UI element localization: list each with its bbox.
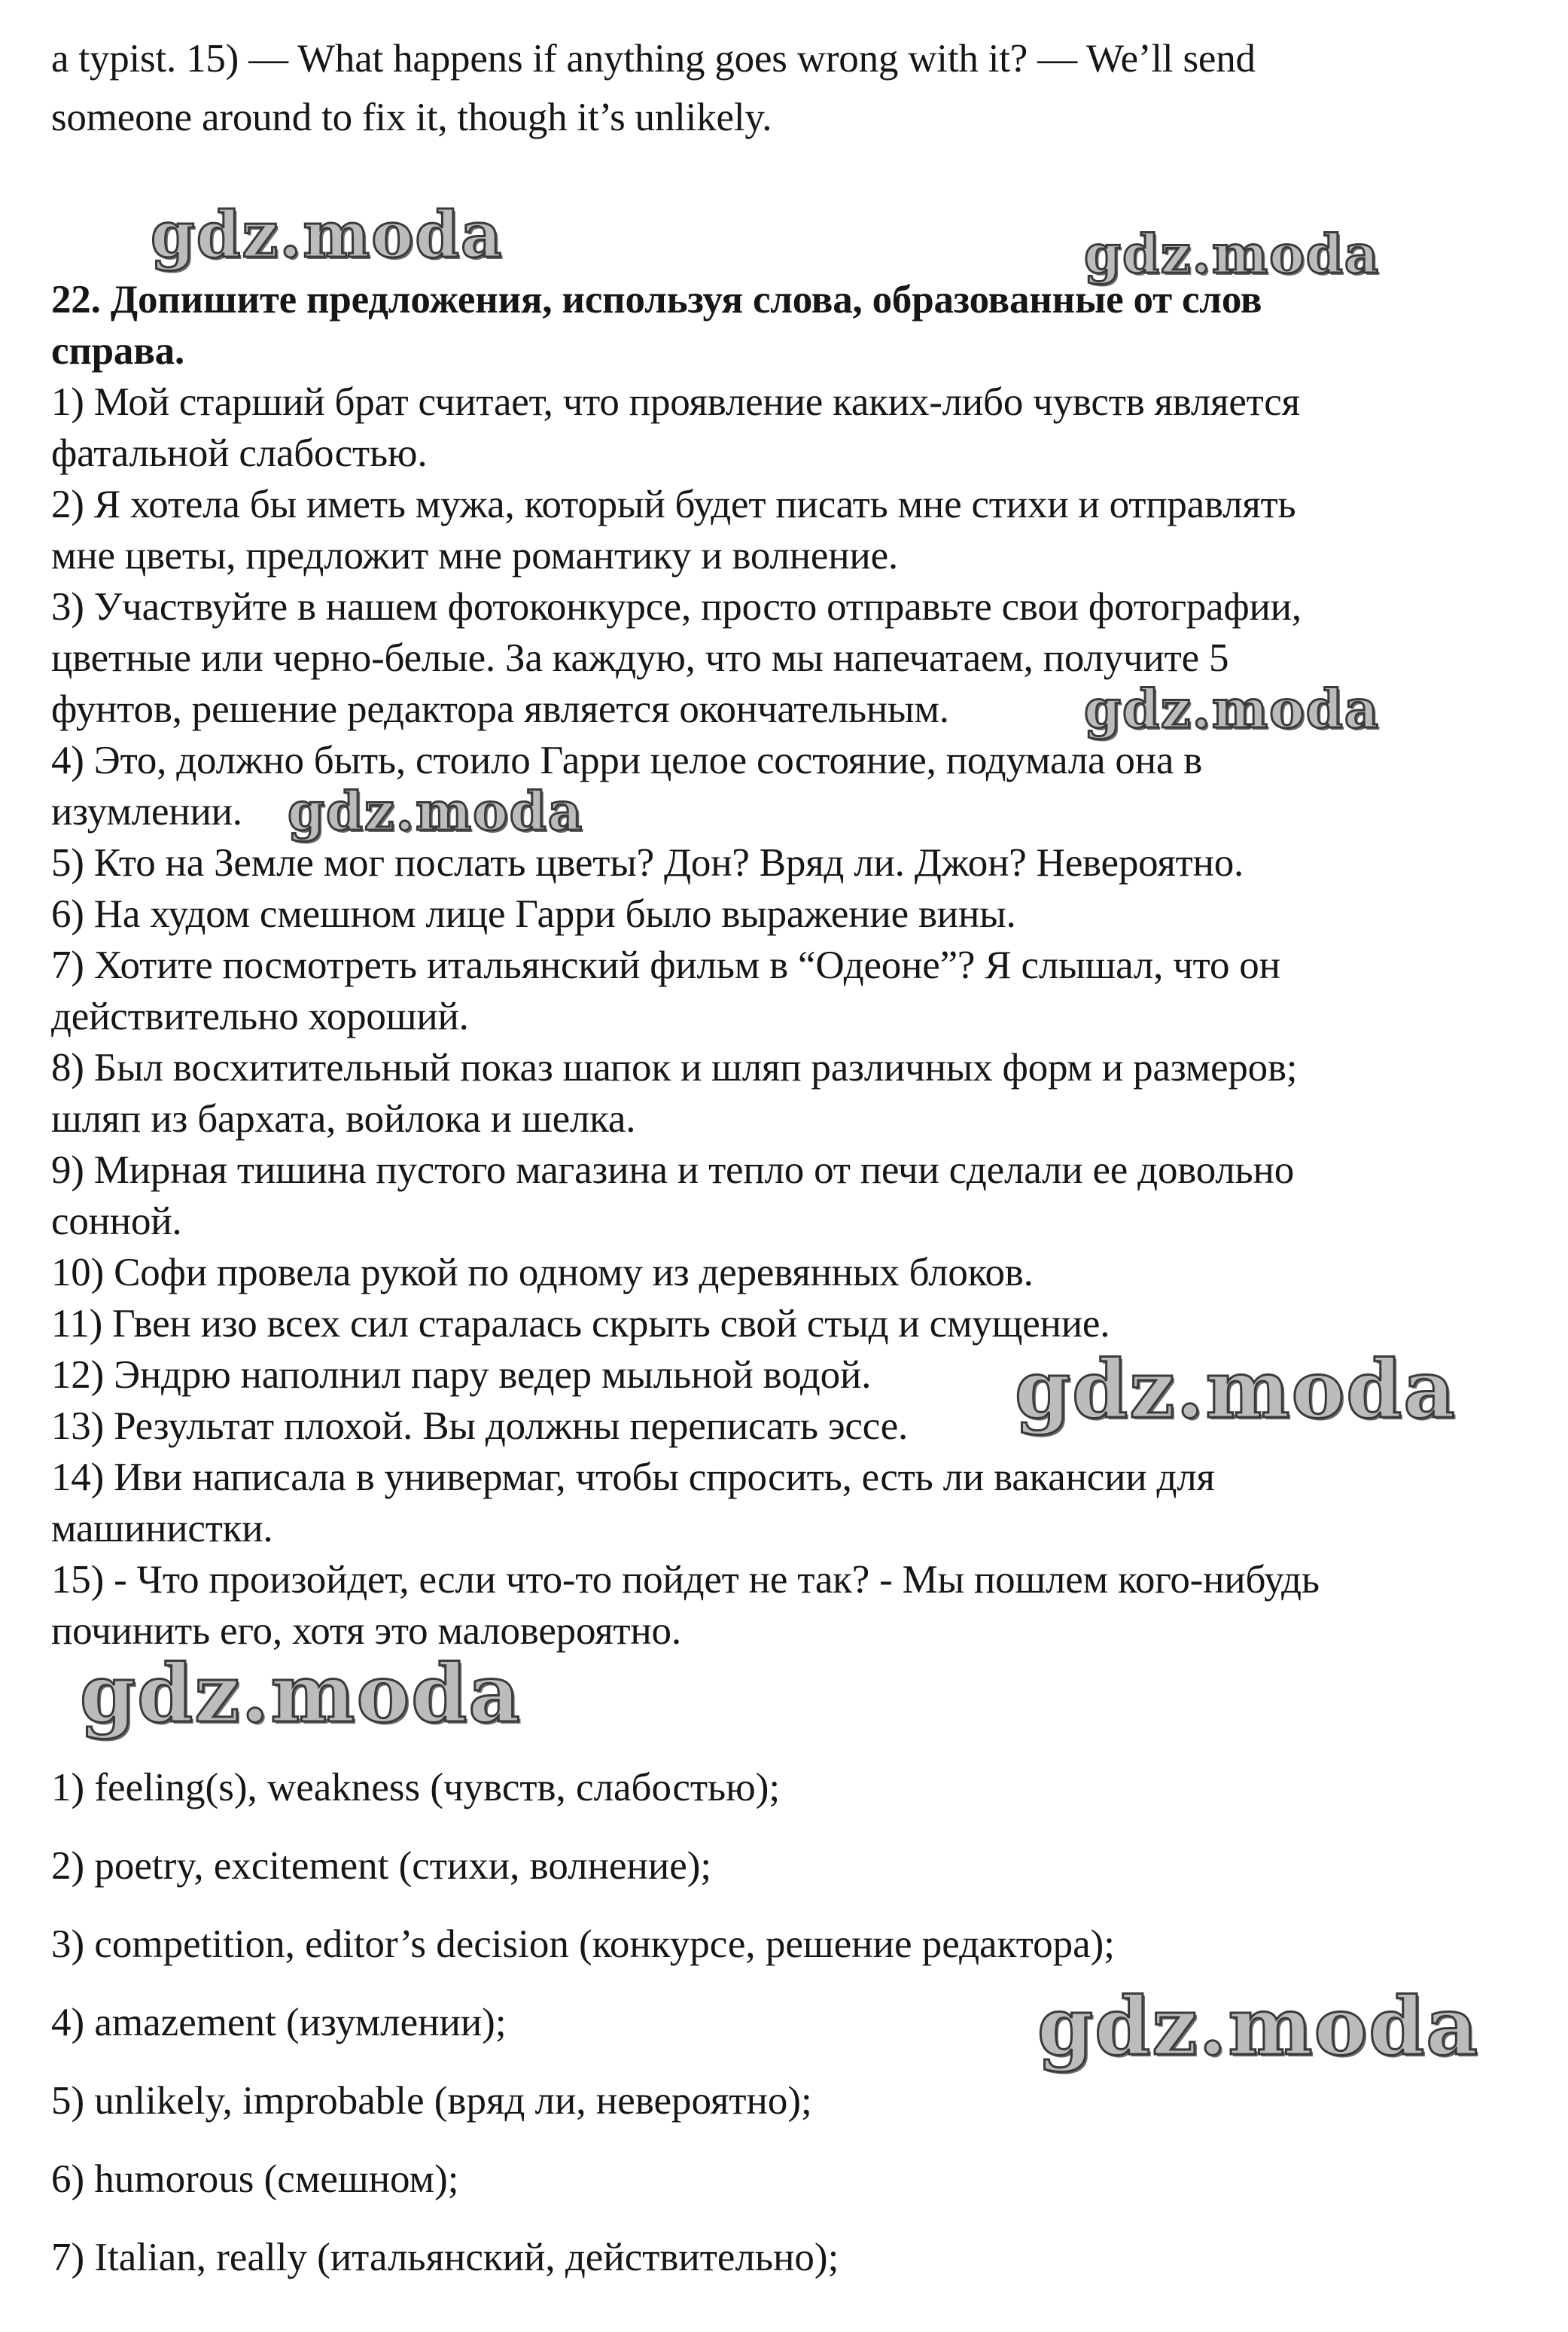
sentence-line: 10) Софи провела рукой по одному из деревянных блоков. <box>51 1251 1034 1294</box>
answer-line: 2) poetry, excitement (стихи, волнение); <box>51 1844 712 1888</box>
watermark-logo: gdz.moda <box>1084 678 1381 740</box>
watermark-logo: gdz.moda <box>1037 1979 1479 2073</box>
answer-line: 3) competition, editor’s decision (конкурсе, решение редактора); <box>51 1922 1115 1966</box>
sentence-line: мне цветы, предложит мне романтику и волнение. <box>51 534 898 578</box>
sentence-line: 3) Участвуйте в нашем фотоконкурсе, просто отправьте свои фотографии, <box>51 585 1302 629</box>
sentence-line: 2) Я хотела бы иметь мужа, который будет писать мне стихи и отправлять <box>51 483 1296 526</box>
sentence-line: 11) Гвен изо всех сил старалась скрыть свой стыд и смущение. <box>51 1302 1110 1346</box>
sentence-line: 6) На худом смешном лице Гарри было выражение вины. <box>51 892 1016 936</box>
sentence-line: действительно хороший. <box>51 995 469 1038</box>
sentence-line: машинистки. <box>51 1507 273 1550</box>
answer-line: 4) amazement (изумлении); <box>51 2001 507 2044</box>
sentence-line: 9) Мирная тишина пустого магазина и тепло от печи сделали ее довольно <box>51 1148 1294 1192</box>
sentence-line: шляп из бархата, войлока и шелка. <box>51 1097 636 1141</box>
answer-line: 5) unlikely, improbable (вряд ли, невероятно); <box>51 2079 812 2123</box>
intro-line: someone around to fix it, though it’s unlikely. <box>51 96 772 139</box>
answer-line: 6) humorous (смешном); <box>51 2157 459 2201</box>
sentence-line: 13) Результат плохой. Вы должны переписать эссе. <box>51 1404 909 1448</box>
sentence-line: сонной. <box>51 1200 182 1243</box>
watermark-logo: gdz.moda <box>288 780 584 843</box>
sentence-line: 7) Хотите посмотреть итальянский фильм в “Одеоне”? Я слышал, что он <box>51 943 1280 987</box>
answer-line: 1) feeling(s), weakness (чувств, слабостью); <box>51 1766 781 1809</box>
sentence-line: 12) Эндрю наполнил пару ведер мыльной водой. <box>51 1353 872 1397</box>
sentence-line: 14) Иви написала в универмаг, чтобы спросить, есть ли вакансии для <box>51 1456 1215 1499</box>
watermark-logo: gdz.moda <box>1015 1342 1457 1436</box>
sentence-line: фунтов, решение редактора является окончательным. <box>51 687 949 731</box>
sentence-line: 15) - Что произойдет, если что-то пойдет не так? - Мы пошлем кого-нибудь <box>51 1558 1320 1602</box>
watermark-logo: gdz.moda <box>1084 223 1381 285</box>
sentence-line: изумлении. <box>51 790 242 834</box>
exercise-title: справа. <box>51 329 185 373</box>
answer-line: 7) Italian, really (итальянский, действительно); <box>51 2236 839 2279</box>
intro-line: a typist. 15) — What happens if anything goes wrong with it? — We’ll send <box>51 37 1256 81</box>
watermark-logo: gdz.moda <box>80 1646 522 1740</box>
sentence-line: 8) Был восхитительный показ шапок и шляп различных форм и размеров; <box>51 1046 1298 1090</box>
exercise-title: 22. Допишите предложения, используя слова, образованные от слов <box>51 278 1262 322</box>
sentence-line: 1) Мой старший брат считает, что проявление каких-либо чувств является <box>51 380 1300 424</box>
sentence-line: починить его, хотя это маловероятно. <box>51 1609 681 1653</box>
watermark-logo: gdz.moda <box>151 197 504 272</box>
sentence-line: цветные или черно-белые. За каждую, что мы напечатаем, получите 5 <box>51 636 1229 680</box>
sentence-line: 5) Кто на Земле мог послать цветы? Дон? Вряд ли. Джон? Невероятно. <box>51 841 1244 885</box>
sentence-line: 4) Это, должно быть, стоило Гарри целое состояние, подумала она в <box>51 739 1203 782</box>
sentence-line: фатальной слабостью. <box>51 431 428 475</box>
